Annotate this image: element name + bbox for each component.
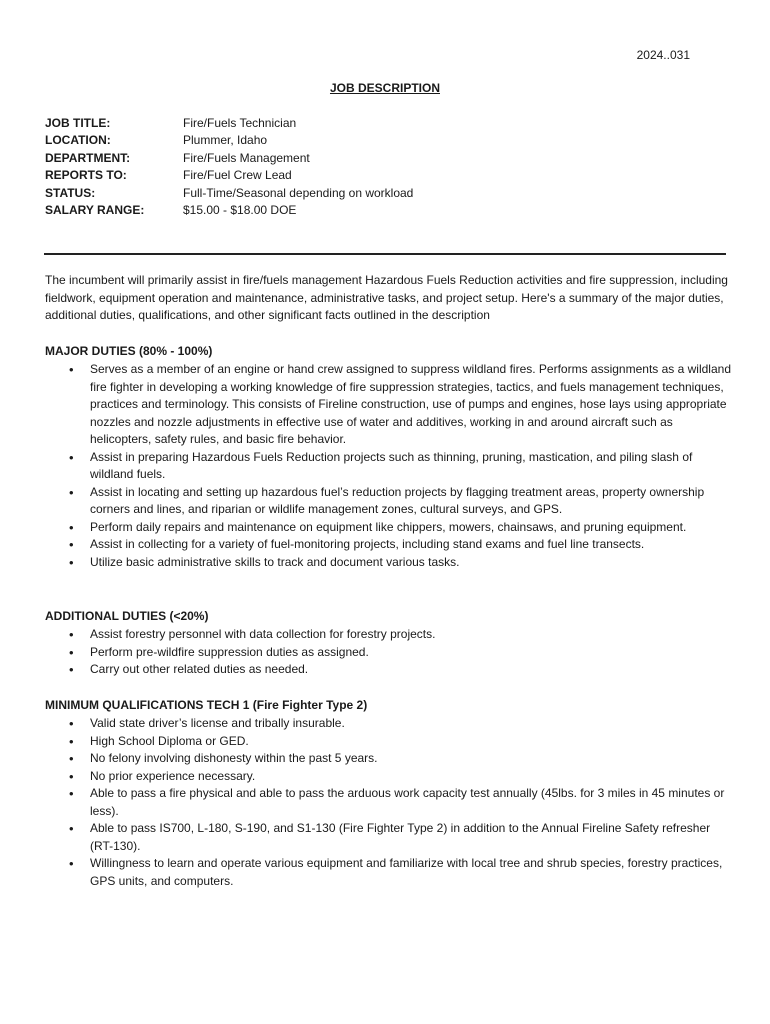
list-item: • No prior experience necessary. [45, 768, 735, 786]
field-value: Fire/Fuels Management [183, 150, 310, 165]
field-value: Fire/Fuel Crew Lead [183, 168, 292, 183]
field-label: JOB TITLE: [45, 116, 111, 130]
field-label: REPORTS TO: [45, 168, 127, 183]
list-item: • Serves as a member of an engine or hand crew assigned to suppress wildland fires. Performs assignments as a wildland fire fighter in developing a working knowledge of fire suppression strategies, tactics, and fuels management techniques, practices and terminology. This consists of Fireline construction, use of pumps and engines, hose lays using appropriate nozzles and nozzle adjustments in effective use of water and additives, working in and around aircraft such as helicopters, safety rules, and basic fire behavior. [45, 361, 735, 449]
intro-paragraph: The incumbent will primarily assist in fire/fuels management Hazardous Fuels Reduction activities and fire suppression, including fieldwork, equipment operation and maintenance, administrative tasks, and project setup. Here's a summary of the major duties, additional duties, qualifications, and other significant facts outlined in the description [45, 273, 728, 323]
horizontal-divider [44, 253, 726, 255]
field-value: Full-Time/Seasonal depending on workload [183, 185, 414, 200]
field-label: SALARY RANGE: [45, 202, 145, 217]
list-item: • High School Diploma or GED. [45, 733, 735, 751]
field-status [45, 185, 413, 202]
document-title: JOB DESCRIPTION [329, 81, 440, 95]
list-item: • No felony involving dishonesty within the past 5 years. [45, 750, 735, 768]
list-item: • Assist in preparing Hazardous Fuels Reduction projects such as thinning, pruning, mastication, and piling slash of wildland fuels. [45, 449, 735, 484]
field-value: Plummer, Idaho [183, 133, 268, 148]
major-duties-heading: MAJOR DUTIES (80% - 100%) [45, 344, 213, 358]
field-salary-range [45, 202, 413, 219]
list-item: • Willingness to learn and operate various equipment and familiarize with local tree and shrub species, forestry practices, GPS units, and computers. [45, 855, 735, 890]
list-item: • Perform pre-wildfire suppression duties as assigned. [45, 644, 735, 662]
field-value: $15.00 - $18.00 DOE [183, 202, 297, 217]
list-item: • Assist forestry personnel with data collection for forestry projects. [45, 626, 735, 644]
job-fields [45, 115, 413, 219]
list-item: • Able to pass IS700, L-180, S-190, and S1-130 (Fire Fighter Type 2) in addition to the Annual Fireline Safety refresher (RT-130). [45, 820, 735, 855]
qualifications-list [45, 715, 735, 890]
field-department [45, 150, 413, 167]
list-item: • Utilize basic administrative skills to track and document various tasks. [45, 554, 735, 572]
field-value: Fire/Fuels Technician [183, 116, 297, 130]
field-location [45, 132, 413, 149]
list-item: • Assist in locating and setting up hazardous fuel’s reduction projects by flagging treatment areas, property ownership corners and lines, and riparian or wildlife management zones, cultural surveys, and GPS. [45, 484, 735, 519]
field-job-title [45, 115, 413, 132]
list-item: • Able to pass a fire physical and able to pass the arduous work capacity test annually (45lbs. for 3 miles in 45 minutes or less). [45, 785, 735, 820]
field-label: DEPARTMENT: [45, 150, 131, 165]
field-label: STATUS: [45, 185, 96, 200]
additional-duties-list [45, 626, 735, 679]
major-duties-list [45, 361, 735, 571]
field-reports-to [45, 167, 413, 184]
document-number: 2024..031 [636, 48, 690, 62]
list-item: • Carry out other related duties as needed. [45, 661, 735, 679]
list-item: • Assist in collecting for a variety of fuel-monitoring projects, including stand exams and fuel line transects. [45, 536, 735, 554]
qualifications-heading: MINIMUM QUALIFICATIONS TECH 1 (Fire Fighter Type 2) [45, 698, 368, 712]
list-item: • Valid state driver’s license and tribally insurable. [45, 715, 735, 733]
additional-duties-heading: ADDITIONAL DUTIES (<20%) [45, 609, 209, 623]
field-label: LOCATION: [45, 133, 111, 148]
list-item: • Perform daily repairs and maintenance on equipment like chippers, mowers, chainsaws, and pruning equipment. [45, 519, 735, 537]
